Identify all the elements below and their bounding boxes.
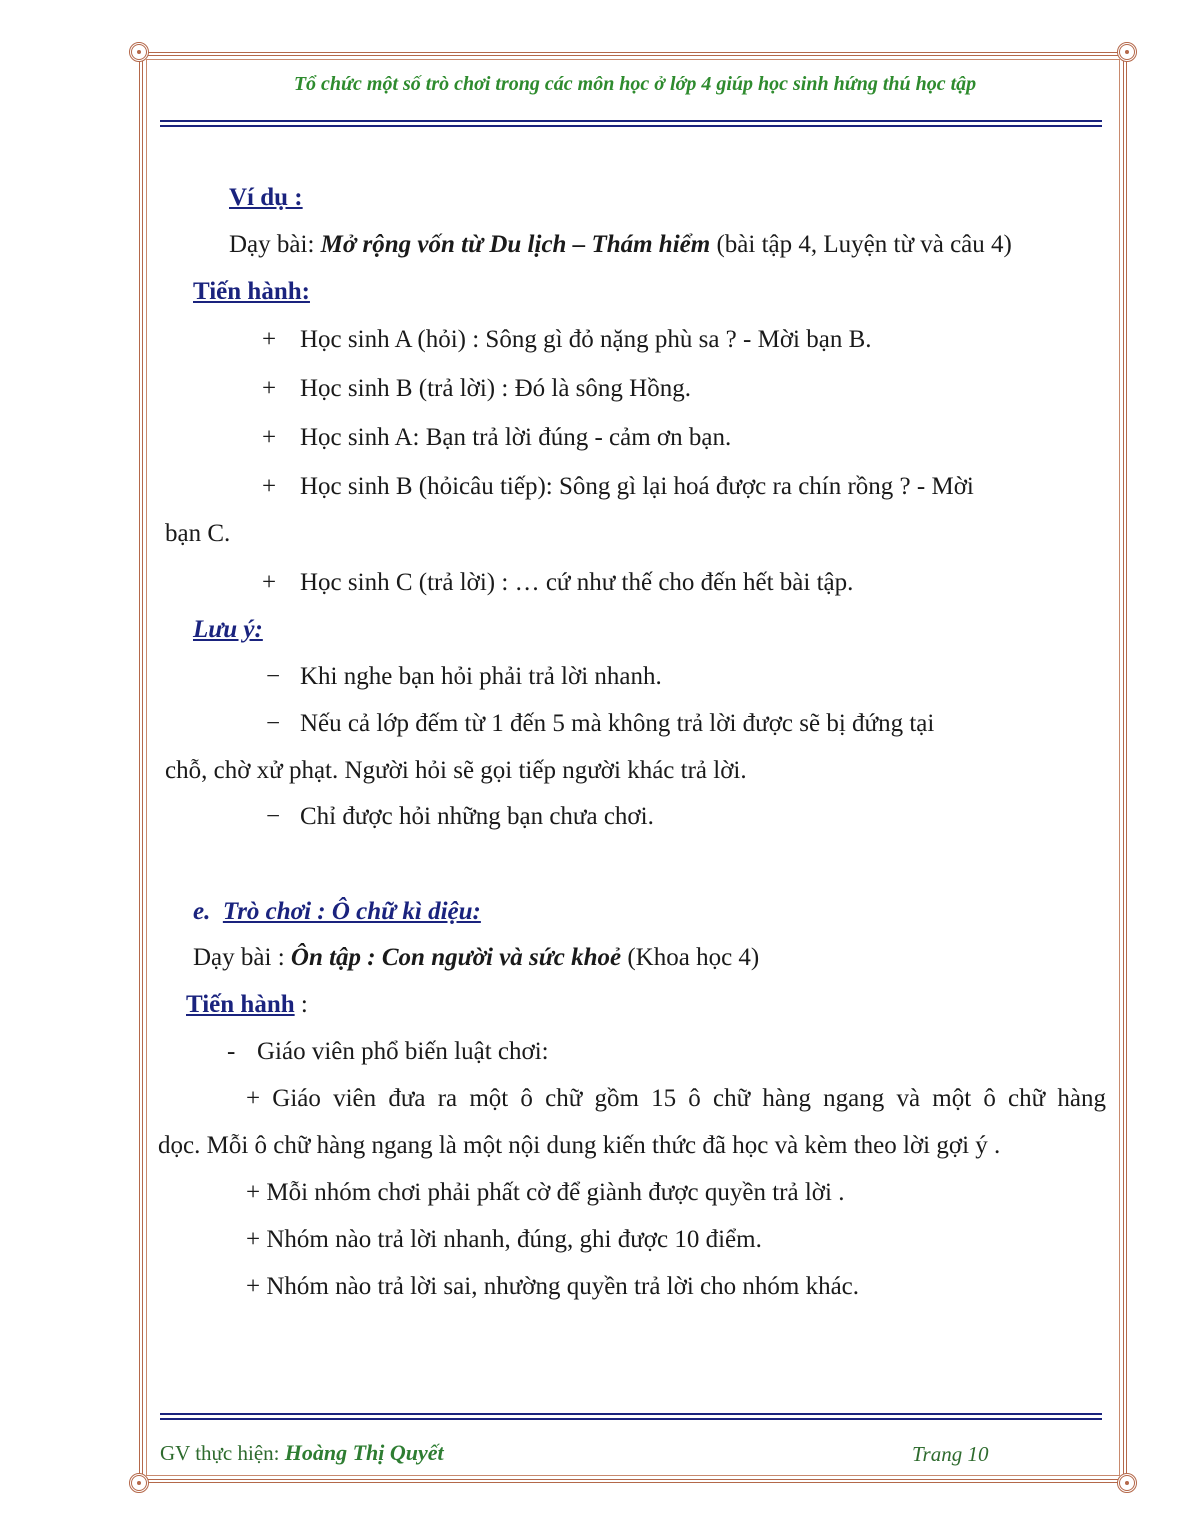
lesson-suffix: (bài tập 4, Luyện từ và câu 4) xyxy=(710,231,1012,258)
rule-item: + Giáo viên đưa ra một ô chữ gồm 15 ô chữ hàng ngang và một ô chữ hàng xyxy=(246,1085,1106,1112)
game-e-title: Trò chơi : Ô chữ kì diệu: xyxy=(222,898,481,925)
header-rule xyxy=(160,125,1102,127)
lesson-title: Mở rộng vốn từ Du lịch – Thám hiểm xyxy=(320,231,711,258)
game-e-lesson-line: Dạy bài : Ôn tập : Con người và sức khoẻ (Khoa học 4) xyxy=(193,944,760,971)
document-header-title: Tổ chức một số trò chơi trong các môn học ở lớp 4 giúp học sinh hứng thú học tập xyxy=(293,73,977,95)
rule-item: + Nhóm nào trả lời sai, nhường quyền trả lời cho nhóm khác. xyxy=(246,1273,860,1300)
footer-rule xyxy=(160,1413,1102,1415)
rule-item-continuation: dọc. Mỗi ô chữ hàng ngang là một nội dung kiến thức đã học và kèm theo lời gợi ý . xyxy=(158,1132,1001,1159)
corner-ornament-icon xyxy=(129,1473,149,1493)
note-item: − Nếu cả lớp đếm từ 1 đến 5 mà không trả lời được sẽ bị đứng tại xyxy=(266,710,935,737)
game-e-lesson-title: Ôn tập : Con người và sức khoẻ xyxy=(290,944,622,971)
notes-heading: Lưu ý: xyxy=(193,616,263,643)
author-name: Hoàng Thị Quyết xyxy=(284,1440,444,1465)
corner-ornament-icon xyxy=(1117,42,1137,62)
author-label: GV thực hiện: xyxy=(160,1441,285,1465)
list-item: + Học sinh B (trả lời) : Đó là sông Hồng. xyxy=(262,375,691,402)
game-e-heading xyxy=(193,897,481,927)
rule-intro: - Giáo viên phổ biến luật chơi: xyxy=(227,1038,549,1065)
note-item: − Khi nghe bạn hỏi phải trả lời nhanh. xyxy=(266,663,662,690)
example-heading: Ví dụ : xyxy=(229,184,303,211)
game-e-procedure-heading: Tiến hành : xyxy=(186,991,308,1018)
note-item-continuation: chỗ, chờ xử phạt. Người hỏi sẽ gọi tiếp người khác trả lời. xyxy=(165,757,747,784)
list-item: + Học sinh C (trả lời) : … cứ như thế cho đến hết bài tập. xyxy=(262,569,854,596)
rule-item: + Nhóm nào trả lời nhanh, đúng, ghi được 10 điểm. xyxy=(246,1226,762,1253)
corner-ornament-icon xyxy=(129,42,149,62)
page-number: Trang 10 xyxy=(912,1442,989,1466)
game-e-label: e. xyxy=(193,898,211,925)
rule-item: + Mỗi nhóm chơi phải phất cờ để giành được quyền trả lời . xyxy=(246,1179,845,1206)
header-rule xyxy=(160,120,1102,122)
list-item-continuation: bạn C. xyxy=(165,520,231,547)
note-item: − Chỉ được hỏi những bạn chưa chơi. xyxy=(266,803,654,830)
example-lesson-line xyxy=(229,230,1012,260)
list-item: + Học sinh A (hỏi) : Sông gì đỏ nặng phù sa ? - Mời bạn B. xyxy=(262,326,872,353)
procedure-heading: Tiến hành: xyxy=(193,278,310,305)
lesson-prefix: Dạy bài: xyxy=(229,231,321,258)
corner-ornament-icon xyxy=(1117,1473,1137,1493)
footer-rule xyxy=(160,1418,1102,1420)
list-item: + Học sinh A: Bạn trả lời đúng - cảm ơn bạn. xyxy=(262,424,732,451)
list-item: + Học sinh B (hỏicâu tiếp): Sông gì lại hoá được ra chín rồng ? - Mời xyxy=(262,473,974,500)
footer-author xyxy=(160,1440,444,1466)
